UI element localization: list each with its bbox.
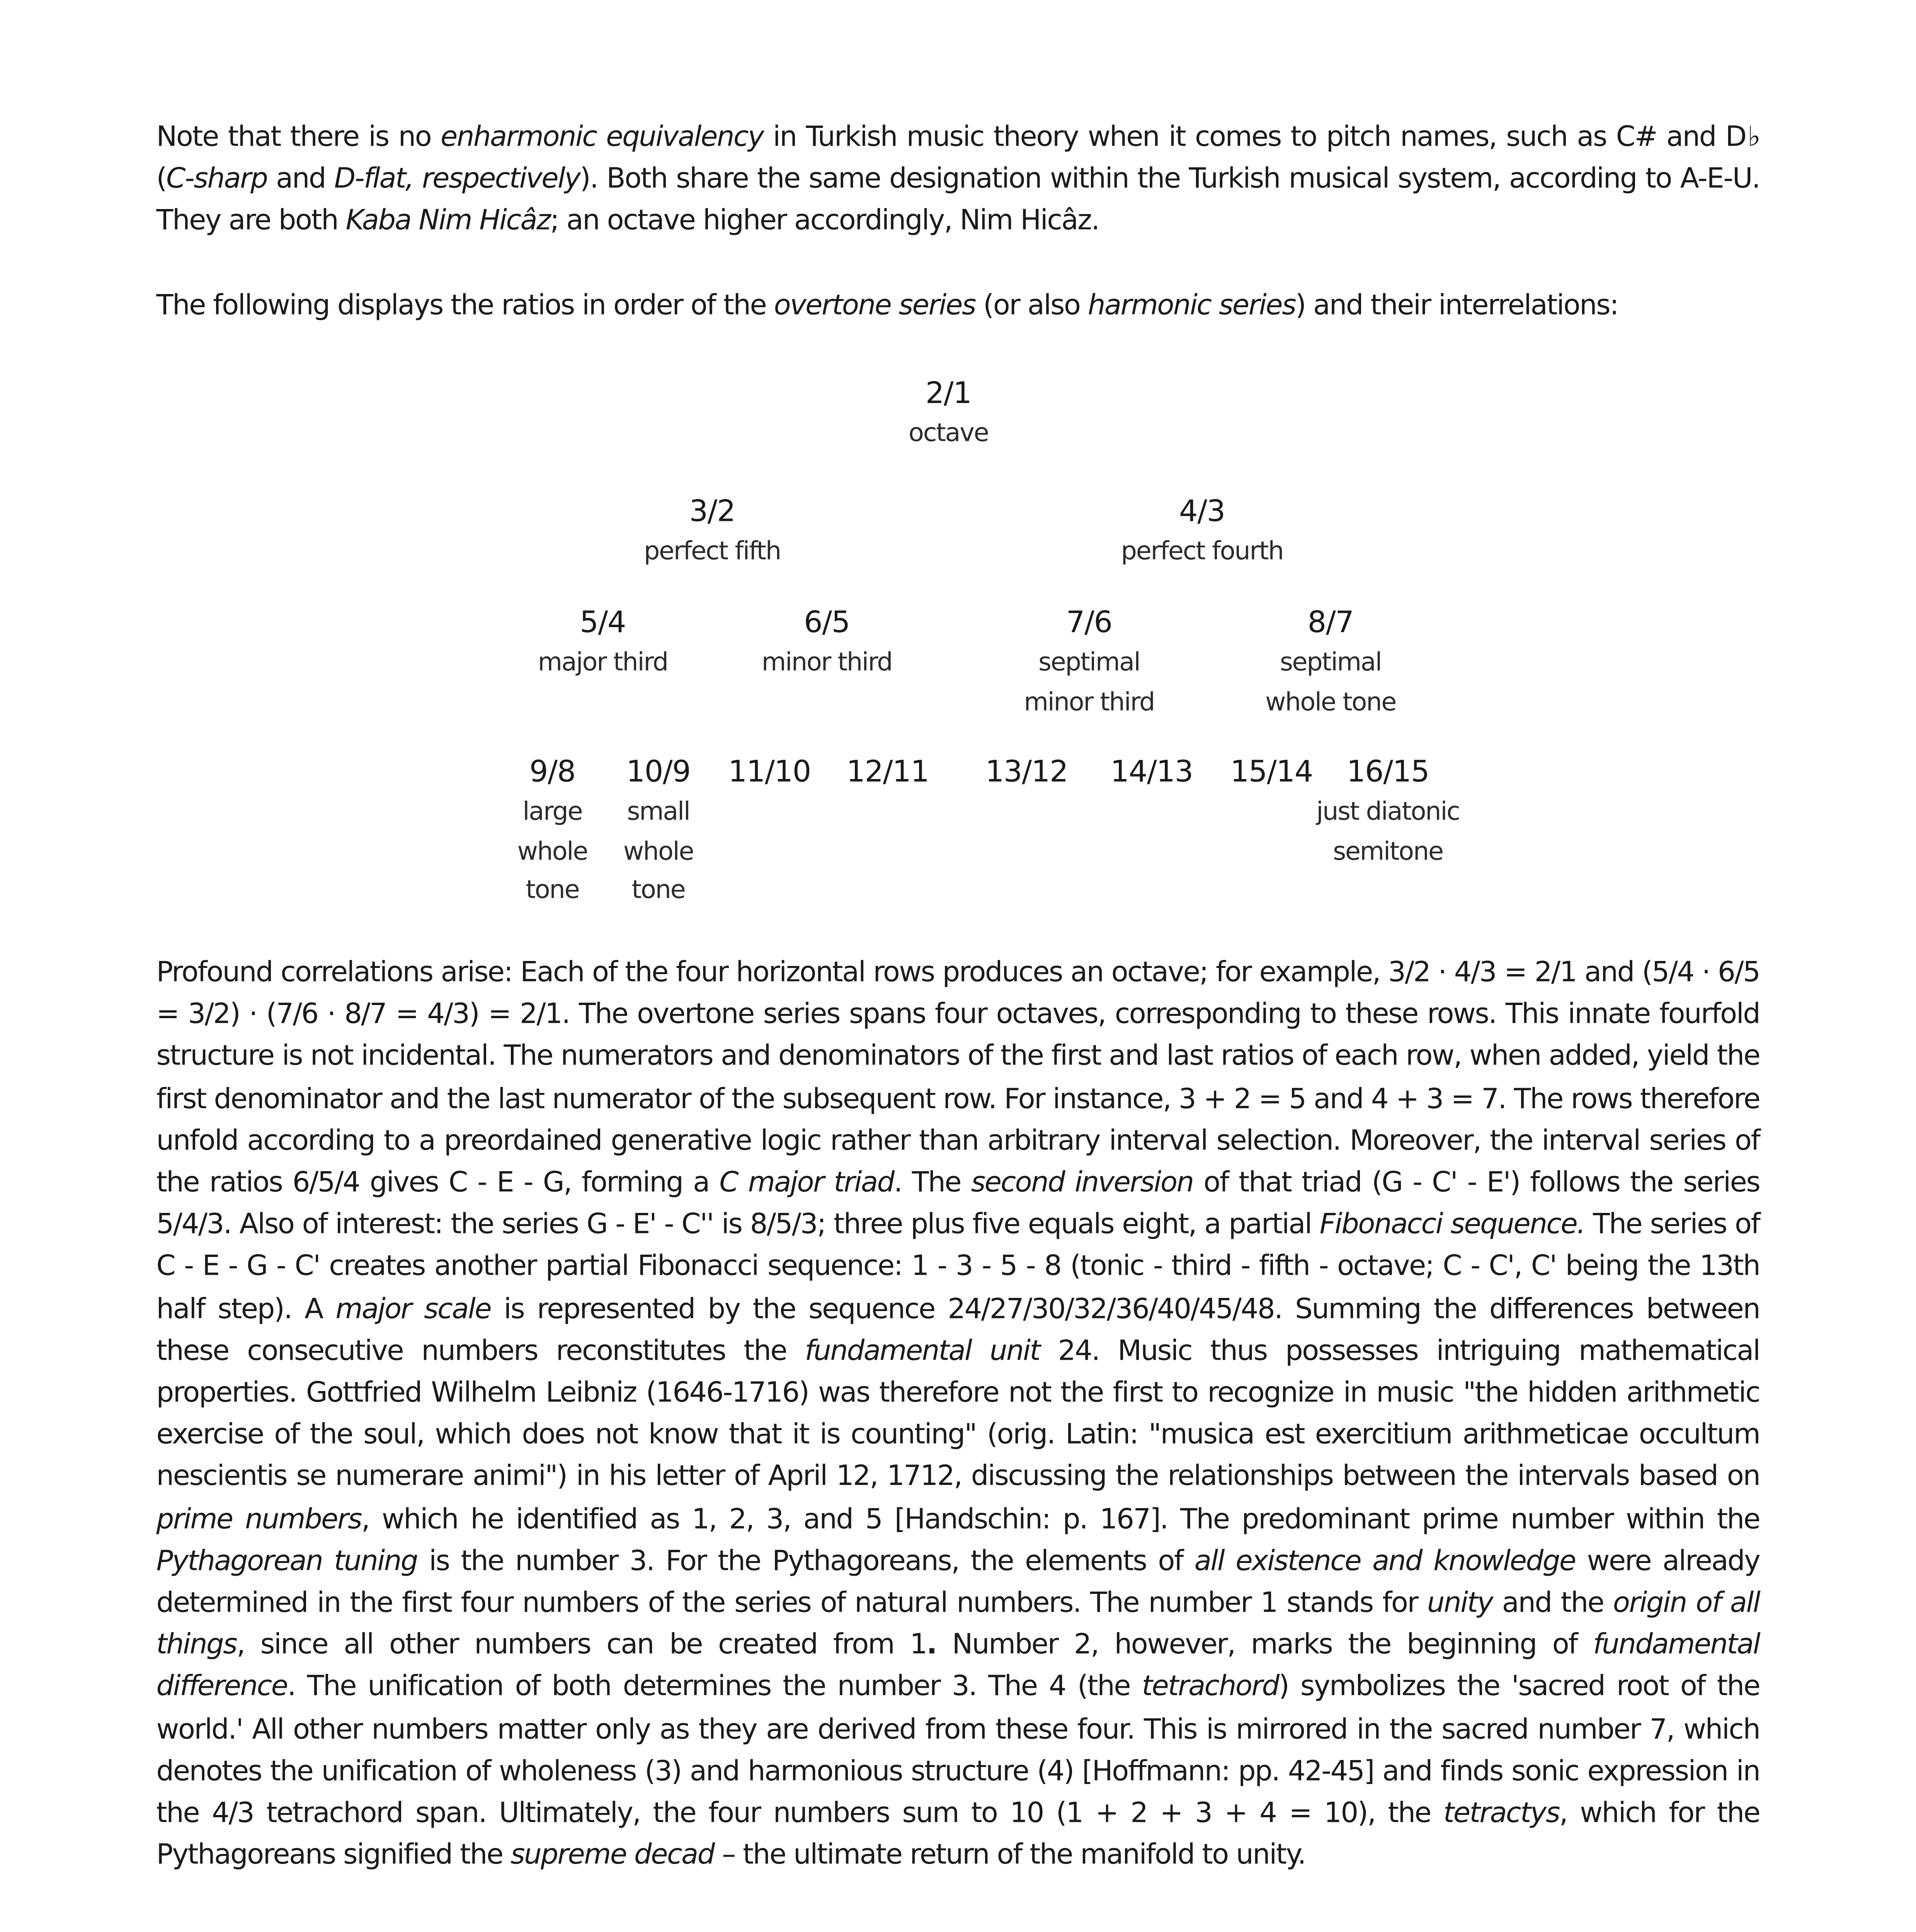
ratio-cell — [762, 603, 892, 684]
ratio-value: 12/11 — [846, 755, 929, 791]
interval-name: just diatonic — [1316, 799, 1460, 827]
ratio-value: 6/5 — [804, 606, 850, 641]
ratio-value: 10/9 — [626, 755, 691, 791]
italic-run: tetrachord — [1142, 1670, 1279, 1703]
interval-name: whole — [623, 838, 694, 866]
ratio-cell — [623, 752, 693, 911]
ratio-value: 9/8 — [529, 755, 575, 791]
ratio-value: 5/4 — [580, 606, 626, 641]
interval-name: minor third — [761, 650, 892, 678]
text-run: , which he identified as 1, 2, 3, and 5 [Handschin: p. 167]. The predominant prime number within the — [361, 1502, 1760, 1535]
ratio-cell — [1110, 752, 1193, 794]
ratio-value: 13/12 — [985, 755, 1068, 791]
text-run: in Turkish music theory when it comes to pitch names, such as C# and D♭ ( — [156, 120, 1760, 195]
ratio-value: 11/10 — [728, 755, 811, 791]
text-run: , since all other numbers can be created from 1 — [237, 1628, 927, 1661]
ratio-value: 16/15 — [1346, 755, 1429, 791]
text-run: – the ultimate return of the manifold to unity. — [714, 1838, 1305, 1871]
text-run: ). Both share the same designation within the Turkish musical system, according to A-E-U. They are both — [156, 162, 1760, 237]
italic-run: supreme decad — [510, 1838, 714, 1871]
italic-run: tetractys — [1443, 1796, 1559, 1829]
text-run: , which for the Pythagoreans signified the — [156, 1796, 1760, 1871]
text-run: The following displays the ratios in order of the — [156, 288, 774, 321]
italic-run: origin of all things — [156, 1586, 1760, 1661]
italic-run: D-flat, respectively — [334, 162, 580, 195]
ratio-cell — [1265, 603, 1396, 723]
ratio-value: 7/6 — [1066, 606, 1112, 641]
ratio-cell — [985, 752, 1068, 794]
italic-run: C major triad — [719, 1165, 894, 1199]
paragraph-correlations — [157, 952, 1760, 1876]
text-run: and — [267, 162, 334, 195]
italic-run: C-sharp — [166, 162, 267, 195]
text-run: Number 2, however, marks the beginning of — [936, 1628, 1593, 1661]
text-run: . The unification of both determines the number 3. The 4 (the — [287, 1670, 1142, 1703]
italic-run: Fibonacci sequence. — [1319, 1208, 1585, 1241]
italic-run: unity — [1427, 1586, 1493, 1619]
interval-name: septimal — [1280, 650, 1382, 678]
italic-run: overtone series — [774, 288, 975, 321]
text-run: Profound correlations arise: Each of the four horizontal rows produces an octave; for example, 3/2 · 4/3 = 2/1 and (5/4 · 6/5 = 3/2) · (7/6 · 8/7 = 4/3) = 2/1. The overtone series spans four octaves, corresponding to these rows. This innate fourfold structure is not incidental. The numerators and denominators of the first and last ratios of each row, when added, yield the first denominator and the last numerator of the subsequent row. For instance, 3 + 2 = 5 and 4 + 3 = 7. The rows therefore unfold according to a preordained generative logic rather than arbitrary interval selection. Moreover, the interval series of the ratios 6/5/4 gives C - E - G, forming a — [156, 955, 1760, 1199]
ratio-cell — [1024, 603, 1155, 723]
italic-run: Kaba Nim Hicâz — [345, 204, 550, 237]
text-run: ) and their interrelations: — [1295, 288, 1618, 321]
italic-run: all existence and knowledge — [1194, 1544, 1576, 1577]
interval-name: whole tone — [1265, 689, 1396, 717]
italic-run: second inversion — [971, 1165, 1193, 1199]
text-run: (or also — [975, 288, 1088, 321]
ratio-value: 8/7 — [1307, 606, 1354, 641]
ratio-value: 3/2 — [689, 495, 735, 530]
interval-name: major third — [538, 650, 668, 678]
text-run: 24. Music thus possesses intriguing mathematical properties. Gottfried Wilhelm Leibniz (1646-1716) was therefore not the first to recognize in music "the hidden arithmetic exercise of the soul, which does not know that it is counting" (orig. Latin: "musica est exercitium arithmeticae occultum nescientis se numerare animi") in his letter of April 12, 1712, discussing the relationships between the intervals based on — [156, 1333, 1760, 1493]
italic-run: harmonic series — [1087, 288, 1296, 321]
ratio-value: 2/1 — [925, 377, 972, 412]
interval-name: perfect fifth — [643, 538, 781, 566]
italic-run: enharmonic equivalency — [441, 120, 764, 153]
text-run: of that triad (G - C' - E') follows the series 5/4/3. Also of interest: the series G - E' - C'' is 8/5/3; three plus five equals eight, a partial — [156, 1165, 1760, 1241]
text-run: is represented by the sequence 24/27/30/32/36/40/45/48. Summing the differences between these consecutive numbers reconstitutes the — [156, 1291, 1760, 1367]
ratio-cell — [1230, 752, 1313, 794]
interval-name: tone — [631, 877, 685, 905]
interval-name: octave — [909, 420, 989, 448]
ratio-value: 4/3 — [1179, 495, 1225, 530]
interval-name: septimal — [1038, 650, 1140, 678]
text-run: and the — [1492, 1586, 1613, 1619]
ratio-cell — [909, 373, 988, 454]
italic-run: fundamental unit — [805, 1333, 1040, 1367]
ratio-cell — [644, 492, 781, 572]
interval-name: large — [522, 799, 582, 827]
italic-run: prime numbers — [156, 1502, 362, 1535]
ratio-cell — [1121, 492, 1283, 572]
ratio-cell — [846, 752, 929, 794]
interval-name: tone — [526, 877, 579, 905]
text-run: . The — [893, 1165, 971, 1199]
italic-run: major scale — [335, 1291, 491, 1325]
text-run: were already determined in the first four numbers of the series of natural numbers. The number 1 stands for — [156, 1544, 1760, 1619]
interval-name: semitone — [1333, 838, 1443, 866]
ratio-value: 14/13 — [1110, 755, 1193, 791]
text-run: . — [926, 1628, 936, 1661]
ratio-cell — [1316, 752, 1460, 872]
overtone-ratio-diagram — [0, 0, 1916, 938]
text-run: ; an octave higher accordingly, Nim Hicâz. — [550, 204, 1099, 237]
text-run: Note that there is no — [156, 120, 441, 153]
text-run: is the number 3. For the Pythagoreans, the elements of — [417, 1544, 1195, 1577]
text-run: The series of C - E - G - C' creates another partial Fibonacci sequence: 1 - 3 - 5 - 8 (tonic - third - fifth - octave; C - C', C' being the 13th half step). A — [156, 1208, 1760, 1325]
ratio-cell — [728, 752, 811, 794]
interval-name: minor third — [1024, 689, 1155, 717]
ratio-cell — [538, 603, 668, 684]
interval-name: perfect fourth — [1121, 538, 1283, 566]
text-run: ) symbolizes the 'sacred root of the world.' All other numbers matter only as they are derived from these four. This is mirrored in the sacred number 7, which denotes the unification of wholeness (3) and harmonious structure (4) [Hoffmann: pp. 42-45] and finds sonic expression in the 4/3 tetrachord span. Ultimately, the four numbers sum to 10 (1 + 2 + 3 + 4 = 10), the — [156, 1670, 1760, 1829]
italic-run: fundamental difference — [156, 1628, 1760, 1703]
ratio-value: 15/14 — [1230, 755, 1313, 791]
interval-name: whole — [517, 838, 588, 866]
ratio-cell — [517, 752, 587, 911]
italic-run: Pythagorean tuning — [156, 1544, 417, 1577]
interval-name: small — [627, 799, 690, 827]
